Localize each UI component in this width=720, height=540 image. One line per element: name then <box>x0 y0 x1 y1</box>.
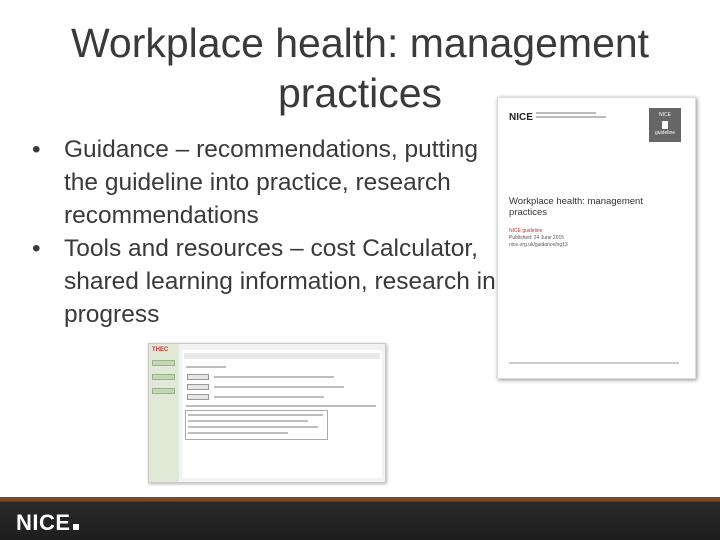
tool-text-line <box>214 396 324 398</box>
footer-nice-logo: NICE <box>16 510 79 536</box>
bullet-tools-and-resources: • Tools and resources – cost Calculator, shared learning information, research in progress <box>26 232 496 331</box>
guideline-badge <box>649 108 681 142</box>
bullet-guidance: • Guidance – recommendations, putting the guideline into practice, research recommendations <box>26 133 496 232</box>
badge-label-bottom: guideline <box>654 130 676 136</box>
guideline-cover-thumbnail <box>497 97 696 379</box>
nice-logo: NICE <box>509 112 533 123</box>
tool-sidebar <box>149 344 179 482</box>
tool-text-line <box>186 366 226 368</box>
tool-logo: THEC <box>152 347 169 353</box>
tool-text-line <box>214 386 344 388</box>
tool-main-panel <box>182 350 382 478</box>
tool-button <box>187 374 209 380</box>
cover-org-text <box>536 112 616 118</box>
tool-nav-item <box>152 388 175 394</box>
cover-title: Workplace health: management practices <box>509 196 643 218</box>
tool-header-bar <box>184 353 380 359</box>
tool-text-line <box>188 432 288 434</box>
badge-label-top: NICE <box>659 112 671 118</box>
tool-button <box>187 384 209 390</box>
tool-button <box>187 394 209 400</box>
cover-meta <box>509 228 568 249</box>
logo-dot-icon <box>73 524 79 530</box>
cover-meta-published: Published: 24 June 2015 <box>509 235 565 241</box>
cover-footer-line <box>509 362 679 364</box>
bullet-list <box>26 133 496 331</box>
cost-calculator-screenshot <box>148 343 386 483</box>
cover-meta-url: nice.org.uk/guidance/ng13 <box>509 242 568 248</box>
tool-text-line <box>186 405 376 407</box>
tool-text-line <box>188 420 308 422</box>
cover-meta-type: NICE guideline <box>509 228 543 234</box>
tool-text-line <box>214 376 334 378</box>
footer-bar <box>0 497 720 540</box>
tool-nav-item <box>152 360 175 366</box>
tool-nav-item <box>152 374 175 380</box>
tool-text-line <box>188 426 318 428</box>
title-line-1: Workplace health: management <box>70 20 650 66</box>
title-line-2: practices <box>277 70 443 116</box>
tool-text-line <box>188 414 323 416</box>
bookmark-icon <box>662 121 668 129</box>
